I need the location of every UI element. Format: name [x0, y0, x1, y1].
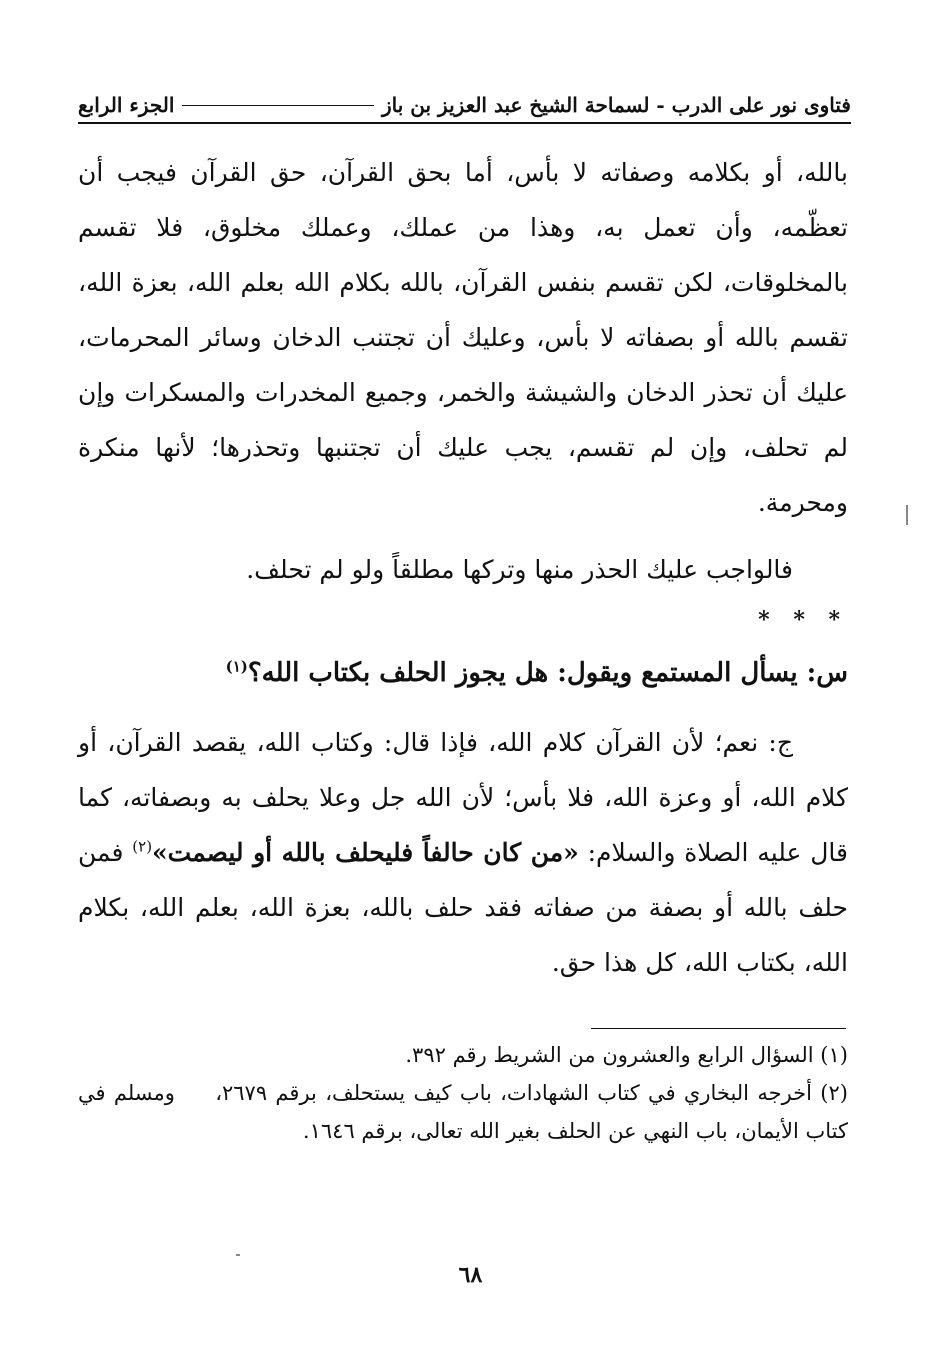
question-footnote-ref[interactable]: (١)	[225, 657, 248, 676]
answer	[78, 715, 848, 990]
footnote-1: (١) السؤال الرابع والعشرون من الشريط رقم ٣٩٢.	[405, 1043, 848, 1067]
question-text: س: يسأل المستمع ويقول: هل يجوز الحلف بكتاب الله؟	[247, 658, 848, 688]
question	[78, 643, 848, 703]
scan-speck	[236, 1254, 240, 1256]
book-title: فتاوى نور على الدرب - لسماحة الشيخ عبد العزيز بن باز	[382, 93, 851, 117]
footnote-2-rest: ومسلم في كتاب الأيمان، باب النهي عن الحلف بغير الله تعالى، برقم ١٦٤٦.	[78, 1081, 848, 1143]
part-label: الجزء الرابع	[78, 93, 175, 117]
page-number: ٦٨	[458, 1262, 483, 1288]
footnotes	[78, 1036, 848, 1150]
answer-text-1: ج: نعم؛ لأن القرآن كلام الله، فإذا قال: وكتاب الله، يقصد القرآن، أو كلام الله، أو وعزة الله، فلا بأس؛ لأن الله جل وعلا يحلف به وبصفاته، كما قال عليه الصلاة والسلام:	[78, 728, 848, 867]
section-separator: * * *	[758, 607, 848, 633]
footnote-2	[78, 1074, 848, 1150]
header-rule	[182, 105, 374, 106]
footnote-rule	[591, 1028, 846, 1029]
footnote-2-first: (٢) أخرجه البخاري في كتاب الشهادات، باب كيف يستحلف، برقم ٢٦٧٩،	[215, 1081, 848, 1105]
main-text	[78, 145, 848, 990]
answer-text-2: فمن حلف بالله أو بصفة من صفاته فقد حلف بالله، بعزة الله، بعلم الله، بكلام الله، بكتاب الله، كل هذا حق.	[78, 838, 848, 977]
paragraph-2: فالواجب عليك الحذر منها وتركها مطلقاً ولو لم تحلف.	[246, 555, 793, 584]
answer-footnote-ref[interactable]: (٢)	[132, 837, 153, 856]
running-header	[78, 88, 851, 124]
paragraph-1: بالله، أو بكلامه وصفاته لا بأس، أما بحق القرآن، حق القرآن فيجب أن تعظّمه، وأن تعمل به، وهذا من عملك، وعملك مخلوق، فلا تقسم بالمخلوقات، لكن تقسم بنفس القرآن، بالله بكلام الله بعلم الله، بعزة الله، تقسم بالله أو بصفاته لا بأس، وعليك أن تجتنب الدخان وسائر المحرمات، عليك أن تحذر الدخان والشيشة والخمر، وجميع المخدرات والمسكرات وإن لم تحلف، وإن لم تقسم، يجب عليك أن تجتنبها وتحذرها؛ لأنها منكرة ومحرمة.	[78, 158, 848, 517]
hadith-quote: «من كان حالفاً فليحلف بالله أو ليصمت»	[152, 838, 579, 867]
scan-speck	[906, 505, 908, 525]
